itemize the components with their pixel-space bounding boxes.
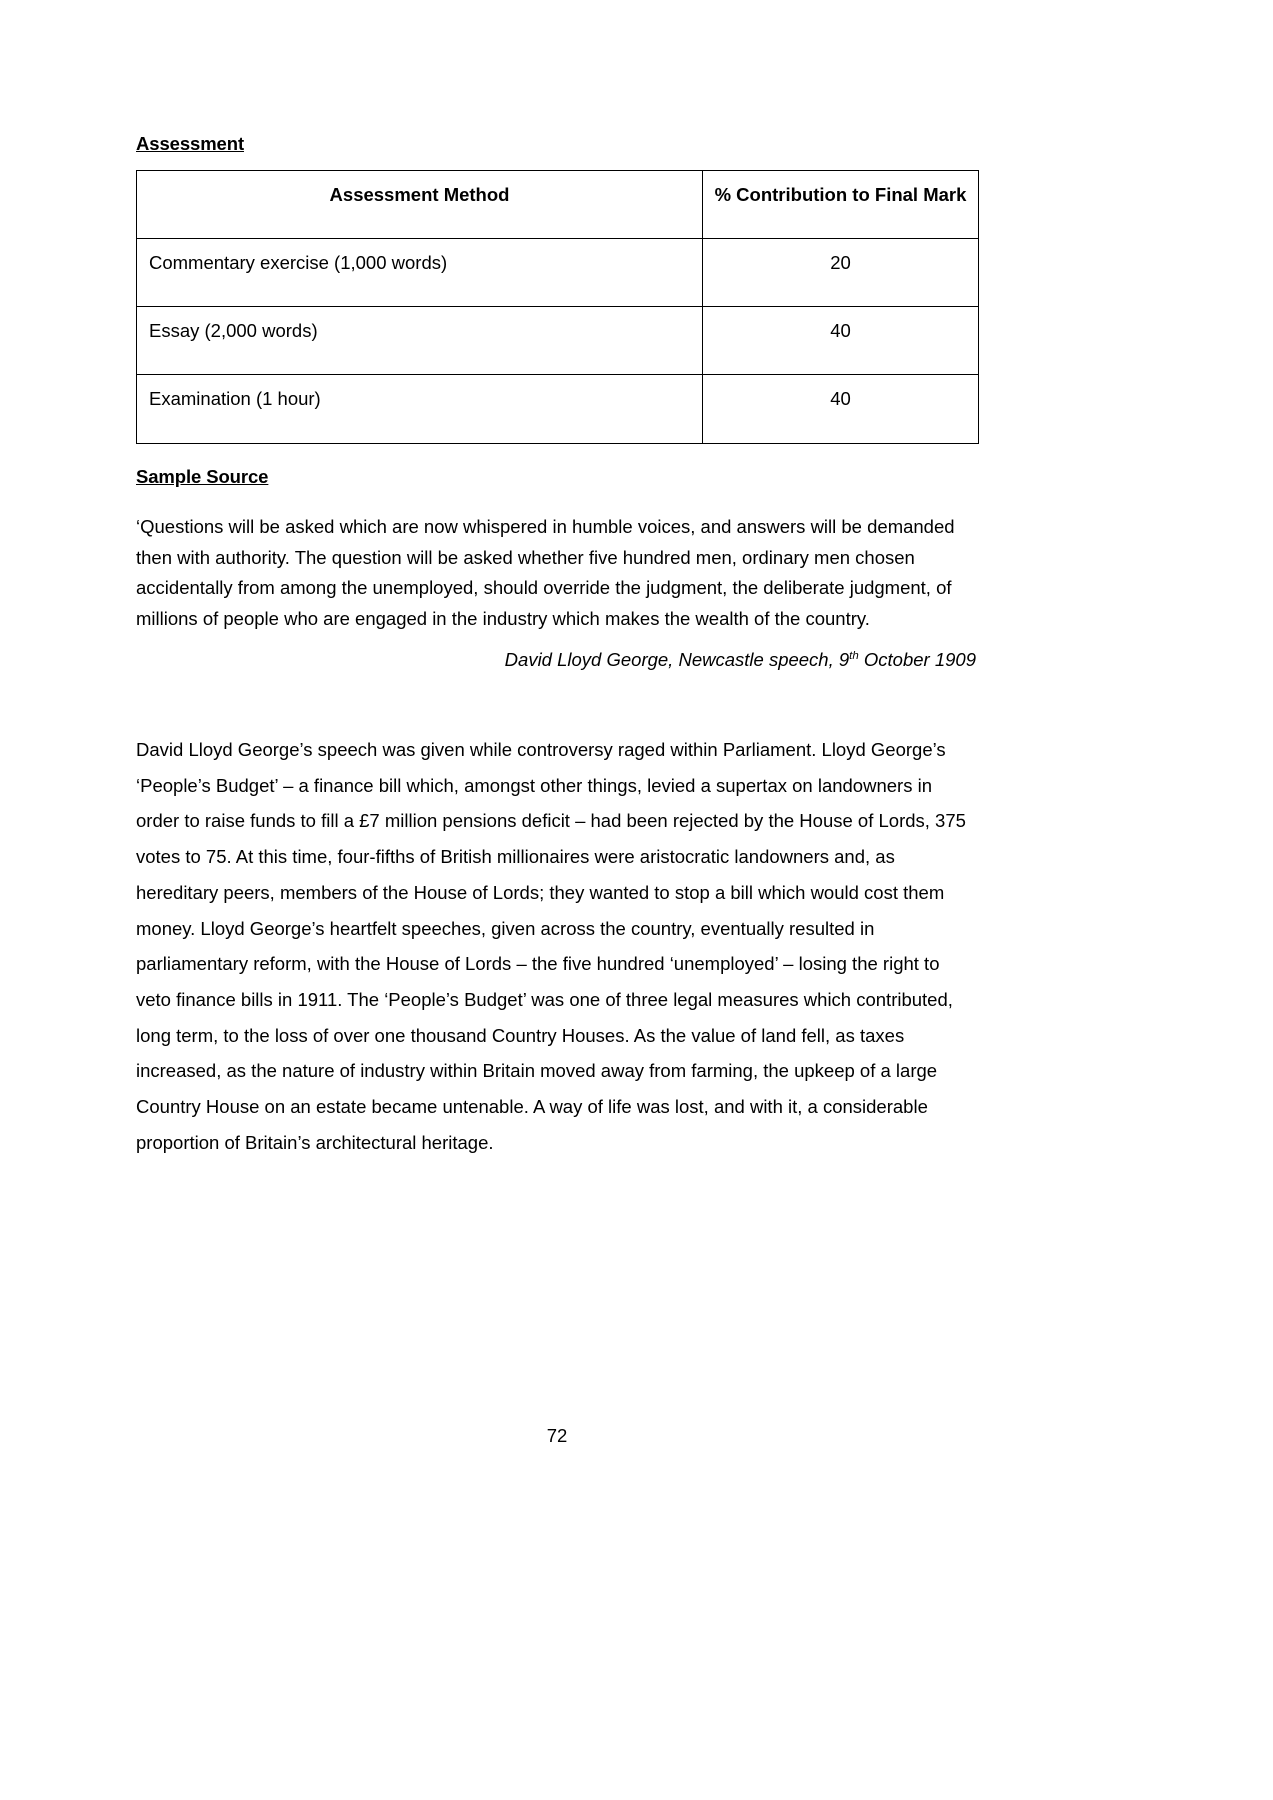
sample-source-heading: Sample Source — [136, 466, 269, 487]
commentary-paragraph: David Lloyd George’s speech was given while controversy raged within Parliament. Lloyd George’s ‘People’s Budget’ – a finance bill which, amongst other things, levied a supertax on landowners in order to raise funds to fill a £7 million pensions deficit – had been rejected by the House of Lords, 375 votes to 75. At this time, four-fifths of British millionaires were aristocratic landowners and, as hereditary peers, members of the House of Lords; they wanted to stop a bill which would cost them money. Lloyd George’s heartfelt speeches, given across the country, eventually resulted in parliamentary reform, with the House of Lords – the five hundred ‘unemployed’ – losing the right to veto finance bills in 1911. The ‘People’s Budget’ was one of three legal measures which contributed, long term, to the loss of over one thousand Country Houses. As the value of land fell, as taxes increased, as the nature of industry within Britain moved away from farming, the upkeep of a large Country House on an estate became untenable. A way of life was lost, and with it, a considerable proportion of Britain’s architectural heritage. — [136, 739, 966, 1153]
attribution-date-text: October 1909 — [858, 649, 976, 670]
cell-contribution: 40 — [703, 375, 979, 443]
sample-source-quote: ‘Questions will be asked which are now whispered in humble voices, and answers will be demanded then with authority. The question will be asked whether five hundred men, ordinary men chosen accidentally from among the unemployed, should override the judgment, the deliberate judgment, of millions of people who are engaged in the industry which makes the wealth of the country. — [136, 516, 955, 630]
table-row — [137, 307, 979, 375]
column-header-contribution: % Contribution to Final Mark — [703, 171, 979, 239]
source-attribution — [136, 645, 976, 676]
cell-contribution: 40 — [703, 307, 979, 375]
attribution-text: David Lloyd George, Newcastle speech, 9 — [504, 649, 850, 670]
table-header-row — [137, 171, 979, 239]
page-number: 72 — [546, 1425, 568, 1446]
assessment-heading: Assessment — [136, 133, 245, 154]
cell-assessment-method: Commentary exercise (1,000 words) — [137, 239, 703, 307]
cell-assessment-method: Essay (2,000 words) — [137, 307, 703, 375]
cell-contribution: 20 — [703, 239, 979, 307]
table-row — [137, 239, 979, 307]
assessment-table — [136, 170, 979, 444]
cell-assessment-method: Examination (1 hour) — [137, 375, 703, 443]
table-row — [137, 375, 979, 443]
attribution-ordinal-suffix: th — [849, 649, 859, 662]
column-header-assessment-method: Assessment Method — [137, 171, 703, 239]
